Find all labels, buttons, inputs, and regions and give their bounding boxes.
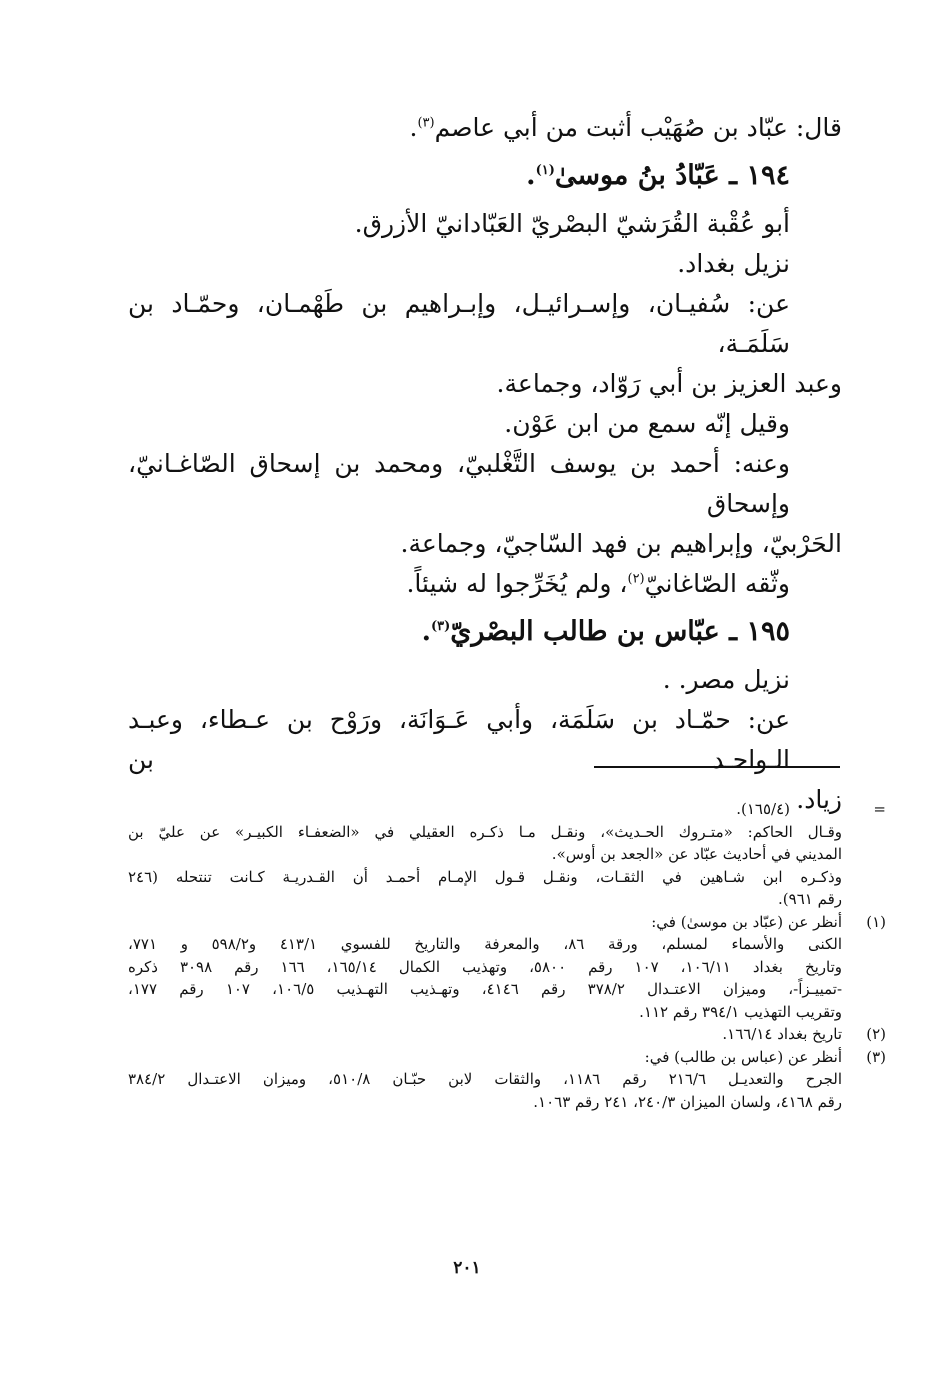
text-line: أبو عُقْبة القُرَشيّ البصْريّ العَبّادانيّ الأزرق. [354,209,790,238]
footnote-ref[interactable]: (١) [535,163,555,178]
heading-text: ١٩٤ ـ عَبّادُ بنُ موسىٰ [554,160,790,191]
footnote-line: وقـال الحاكم: «متـروك الحـديث»، ونقـل مـا ذكـره العقيلي في «الضعفـاء الكبيـر» عن عليّ بن [128,822,842,841]
text-line: وعنه: أحمد بن يوسف التَّغْلبيّ، ومحمد بن إسحاق الصّاغـانيّ، وإسحاق [128,449,790,518]
heading-text: ١٩٥ ـ عبّاس بن طالب البصْريّ [450,616,790,647]
footnote-1 [128,911,886,1024]
footnote-ref[interactable]: (٣) [417,115,435,131]
footnote-line: وتقريب التهذيب ٣٩٤/١ رقم ١١٢. [639,1002,842,1021]
footnote-line: -تمييـزاً-، وميزان الاعتـدال ٣٧٨/٢ رقم ٤١٤٦، وتهـذيب التهـذيب ١٠٦/٥، ١٠٧ رقم ١٧٧، [128,980,843,998]
footnote-number: (٣) [866,1047,886,1066]
text-line: عن: سُفيـان، وإسـرائيـل، وإبـراهيم بن طَهْمـان، وحمّـاد بن سَلَمَـة، [128,289,790,358]
footnote-line: (١٦٥/٤). [736,800,790,818]
footnote-line: المديني في أحاديث عبّاد عن «الجعد بن أوس». [551,845,842,863]
footnote-line: الكنى والأسماء لمسلم، ورقة ٨٦، والمعرفة والتاريخ للفسوي ٤١٣/١ و٥٩٨/٢ و ٧٧١، [128,935,842,953]
text-line [128,564,842,604]
text-span: . [409,113,418,142]
text-span: ، ولم يُخَرِّجوا له شيئاً. [406,569,628,598]
footnote-2 [128,1023,886,1046]
text-line: وعبد العزيز بن أبي رَوّاد، وجماعة. [496,369,842,398]
footnote-ref[interactable]: (٣) [430,619,451,634]
footnote-line: أنظر عن (عبّاد بن موسىٰ) في: [651,912,842,931]
entry-heading-194 [128,156,842,196]
text-line [128,108,842,148]
main-text [128,108,842,820]
continuation-marker: = [873,800,886,818]
text-line: الحَرْبيّ، وإبراهيم بن فهد السّاجيّ، وجماعة. [400,529,842,558]
footnote-number: (١) [866,912,886,931]
text-line: نزيل مصر. . [662,665,790,694]
footnote-3 [128,1046,886,1114]
footnote-line: وتاريخ بغداد ١٠٦/١١، ١٠٧ رقم ٥٨٠٠، وتهذيب الكمال ١٦٥/١٤، ١٦٦ رقم ٣٠٩٨ ذكره [128,957,843,976]
text-span: قال: عبّاد بن صُهَيْب أثبت من أبي عاصم [434,113,842,142]
footnote-ref[interactable]: (٢) [627,571,645,587]
text-span: . [526,160,536,191]
text-line: وقيل إنّه سمع من ابن عَوْن. [504,409,790,438]
footnote-number: (٢) [866,1025,886,1043]
text-span: وثّقه الصّاغانيّ [644,569,790,598]
text-line: نزيل بغداد. [677,249,790,278]
footnote-separator [594,766,840,768]
text-span: . [421,616,431,647]
footnote-line: رقم ٩٦١). [778,890,842,908]
footnote-line: الجرح والتعديـل ٢١٦/٦ رقم ١١٨٦، والثقات لابن حبّـان ٥١٠/٨، وميزان الاعتـدال ٣٨٤/٢ [128,1070,842,1088]
footnote-line: تاريخ بغداد ١٦٦/١٤. [722,1025,842,1043]
entry-heading-195 [128,612,842,652]
text-line: زياد. [796,785,842,814]
footnote-continuation [128,798,886,911]
text-line: عن: حمّـاد بن سَلَمَة، وأبي عَـوَانَة، ورَوْح بن عـطاء، وعبـد الـواحـد بن [128,705,790,774]
page-number: ٢٠١ [453,1258,481,1278]
footnotes [128,798,886,1113]
footnote-line: رقم ٤١٦٨، ولسان الميزان ٢٤٠/٣، ٢٤١ رقم ١٠٦٣. [533,1092,842,1111]
footnote-line: أنظر عن (عباس بن طالب) في: [644,1047,842,1066]
footnote-line: وذكـره ابن شـاهين في الثقـات، ونقـل قـول الإمـام أحمـد أن القـدريـة كـانت تنتحله (٢٤٦ [128,867,842,886]
